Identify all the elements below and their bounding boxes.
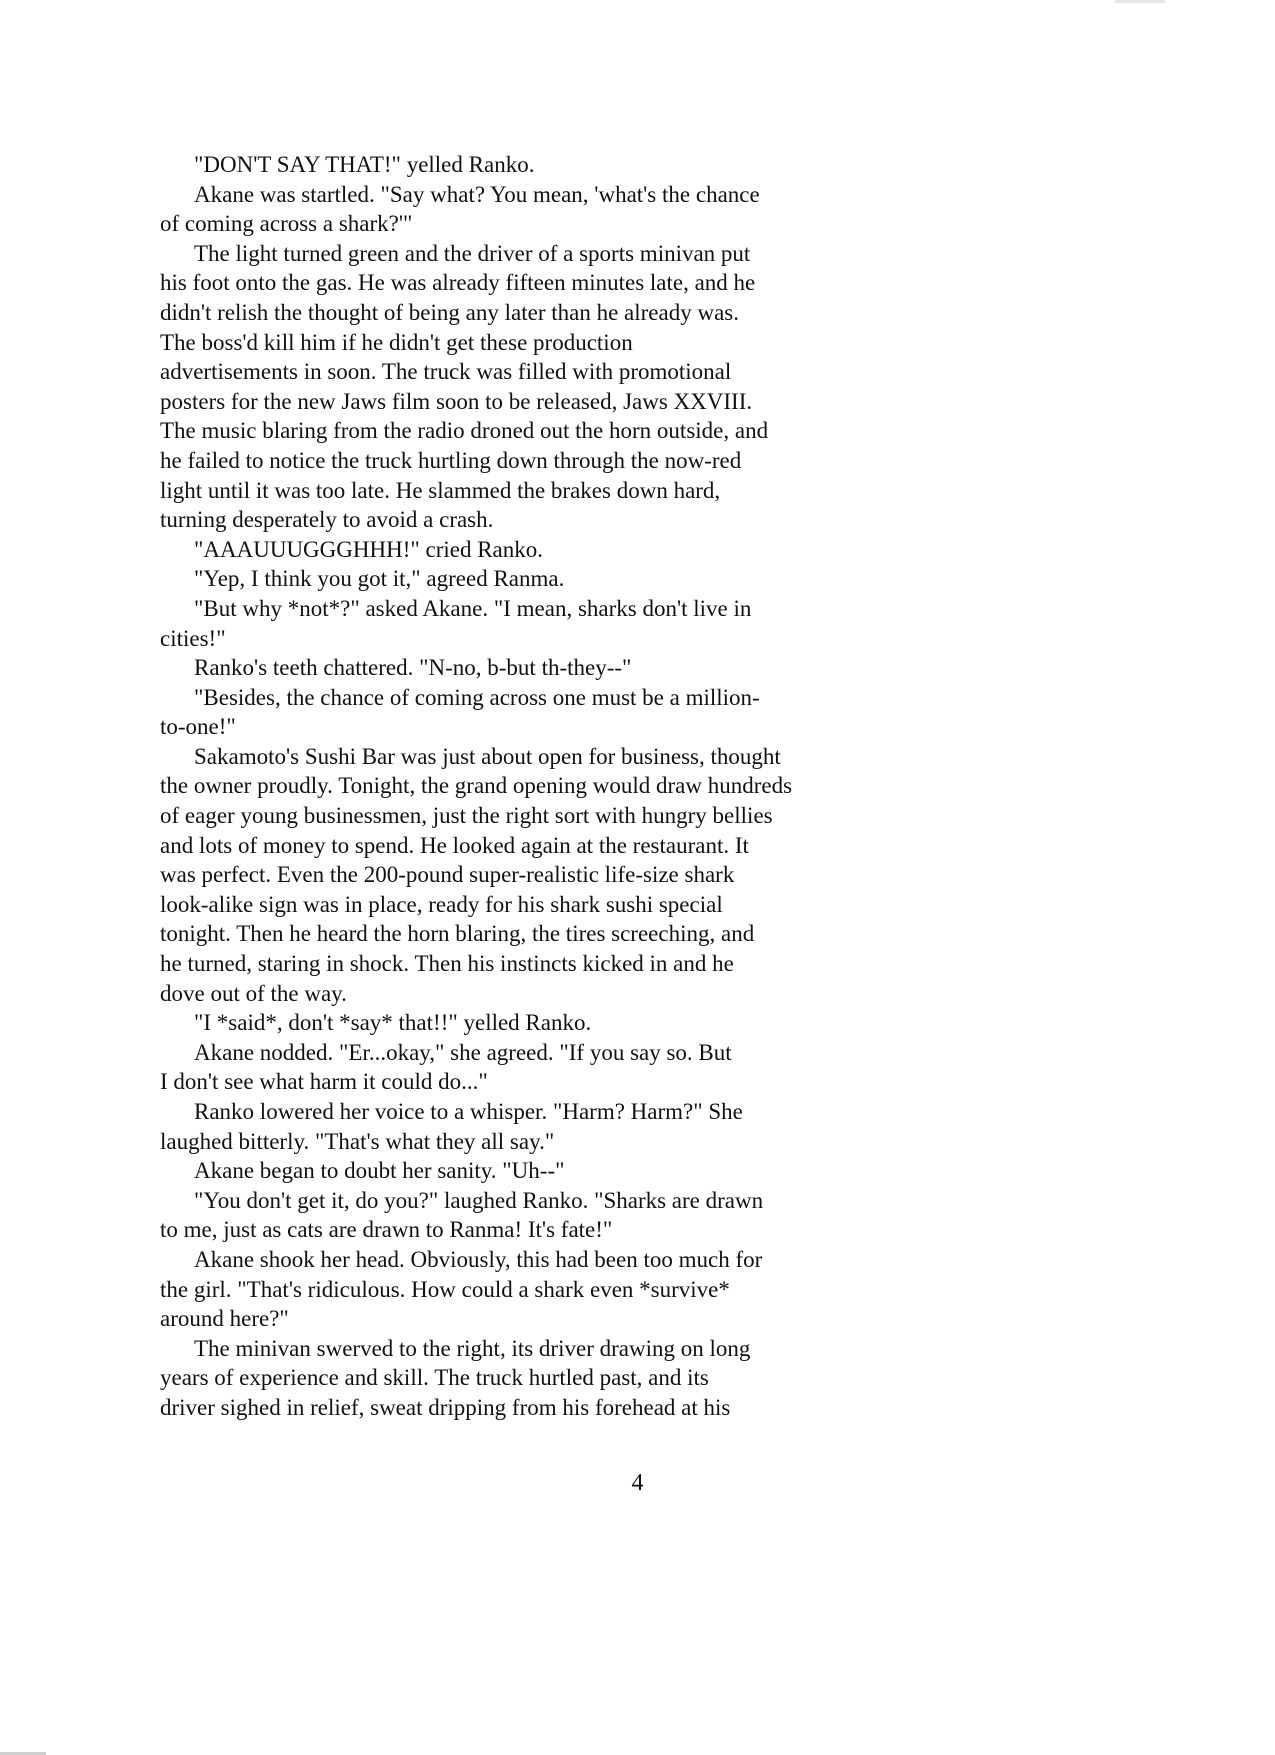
text-line: The minivan swerved to the right, its driver drawing on long: [194, 1335, 751, 1361]
text-line: Ranko lowered her voice to a whisper. "Harm? Harm?" She: [194, 1099, 743, 1124]
text-line: The light turned green and the driver of a sports minivan put: [194, 240, 751, 266]
text-line: his foot onto the gas. He was already fifteen minutes late, and he: [160, 270, 756, 296]
text-line: "AAAUUUGGGHHH!" cried Ranko.: [194, 536, 544, 562]
text-line: to me, just as cats are drawn to Ranma! It's fate!": [160, 1217, 613, 1243]
text-line: he failed to notice the truck hurtling down through the now-red: [160, 447, 742, 473]
text-line: to-one!": [160, 714, 236, 740]
text-line: cities!": [160, 625, 226, 651]
text-line: advertisements in soon. The truck was filled with promotional: [160, 359, 732, 385]
body-text: [160, 150, 880, 1423]
text-line: around here?": [160, 1306, 289, 1332]
text-line: tonight. Then he heard the horn blaring, the tires screeching, and: [160, 921, 755, 947]
text-line: Akane shook her head. Obviously, this had been too much for: [194, 1246, 763, 1272]
text-line: driver sighed in relief, sweat dripping from his forehead at his: [160, 1394, 731, 1420]
text-line: Akane nodded. "Er...okay," she agreed. "If you say so. But: [194, 1039, 732, 1065]
text-line: turning desperately to avoid a crash.: [160, 507, 494, 533]
text-line: I don't see what harm it could do...": [160, 1069, 488, 1095]
text-line: "DON'T SAY THAT!" yelled Ranko.: [194, 152, 535, 177]
text-line: "Besides, the chance of coming across one must be a million-: [194, 684, 760, 710]
text-line: The boss'd kill him if he didn't get these production: [160, 329, 633, 355]
text-line: The music blaring from the radio droned out the horn outside, and: [160, 418, 769, 444]
text-line: he turned, staring in shock. Then his instincts kicked in and he: [160, 951, 734, 977]
text-line: "I *said*, don't *say* that!!" yelled Ranko.: [194, 1010, 592, 1036]
text-line: years of experience and skill. The truck hurtled past, and its: [160, 1365, 709, 1391]
text-line: look-alike sign was in place, ready for his shark sushi special: [160, 891, 723, 917]
text-line: was perfect. Even the 200-pound super-realistic life-size shark: [160, 862, 735, 888]
text-line: Akane was startled. "Say what? You mean, 'what's the chance: [194, 181, 760, 207]
scan-artifact-top: [1115, 0, 1165, 3]
text-line: "You don't get it, do you?" laughed Ranko. "Sharks are drawn: [194, 1187, 764, 1213]
text-line: of coming across a shark?'": [160, 211, 413, 237]
text-line: "But why *not*?" asked Akane. "I mean, sharks don't live in: [194, 595, 752, 621]
text-line: Akane began to doubt her sanity. "Uh--": [194, 1158, 565, 1184]
text-line: the girl. "That's ridiculous. How could a shark even *survive*: [160, 1276, 730, 1302]
text-line: didn't relish the thought of being any later than he already was.: [160, 299, 739, 325]
text-line: of eager young businessmen, just the right sort with hungry bellies: [160, 803, 773, 829]
text-line: light until it was too late. He slammed the brakes down hard,: [160, 477, 721, 503]
page-number: 4: [631, 1470, 644, 1496]
text-line: the owner proudly. Tonight, the grand opening would draw hundreds: [160, 773, 793, 799]
text-line: "Yep, I think you got it," agreed Ranma.: [194, 566, 565, 592]
text-line: Ranko's teeth chattered. "N-no, b-but th-they--": [194, 655, 632, 681]
text-line: laughed bitterly. "That's what they all say.": [160, 1128, 555, 1154]
text-line: dove out of the way.: [160, 980, 347, 1006]
text-line: posters for the new Jaws film soon to be released, Jaws XXVIII.: [160, 388, 753, 414]
text-line: and lots of money to spend. He looked again at the restaurant. It: [160, 832, 749, 858]
text-line: Sakamoto's Sushi Bar was just about open for business, thought: [194, 743, 781, 769]
